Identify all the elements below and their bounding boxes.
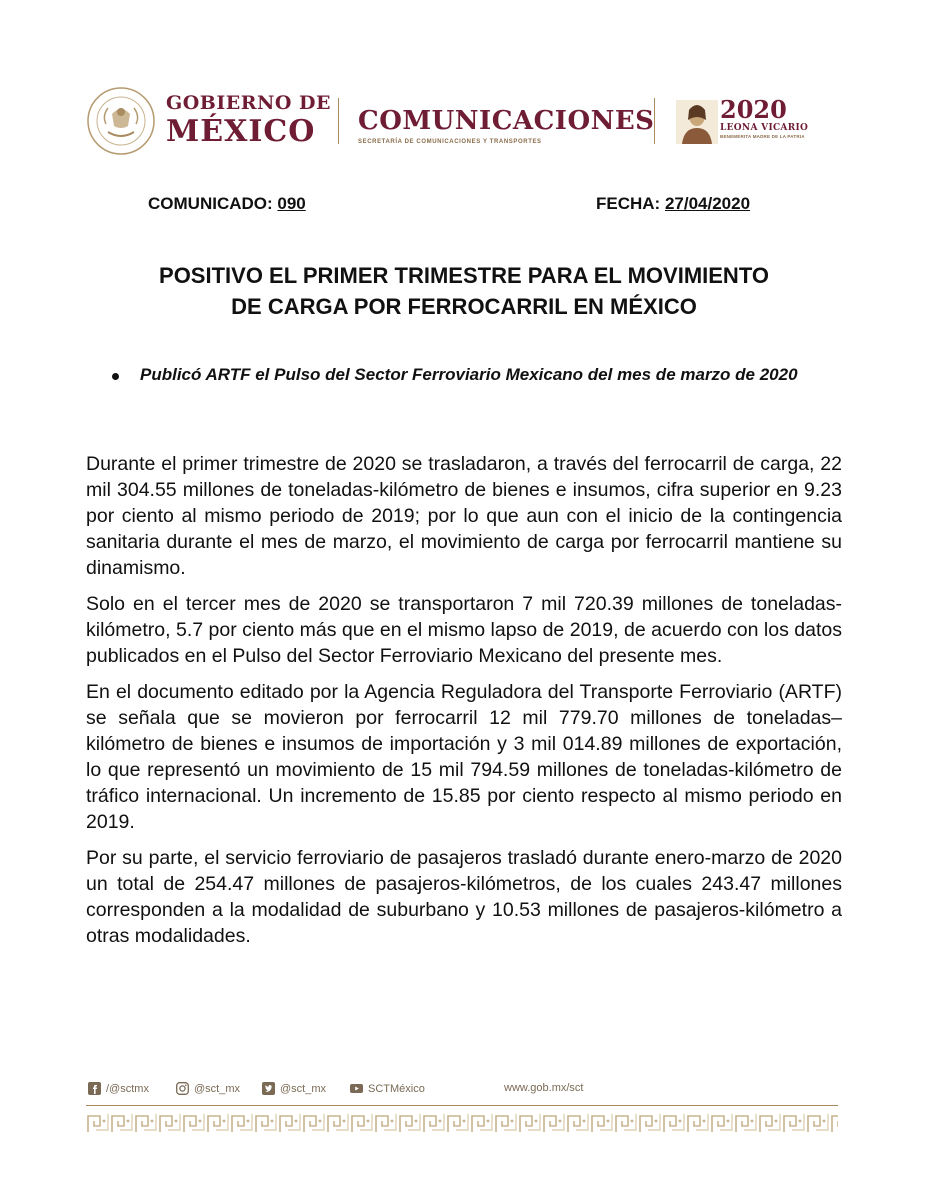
facebook-link[interactable]: [88, 1082, 149, 1095]
gobierno-de-mexico-logo: [166, 94, 331, 147]
comunicaciones-logo: [358, 106, 654, 145]
dept-title: COMUNICACIONES: [358, 106, 655, 136]
year-2020-logo: [720, 95, 809, 140]
instagram-icon: [176, 1082, 189, 1095]
footer-social: [86, 1080, 838, 1102]
national-seal-icon: [86, 86, 156, 156]
website-link[interactable]: [504, 1082, 583, 1094]
leona-vicario-portrait-icon: [676, 100, 718, 144]
youtube-icon: [350, 1082, 363, 1095]
comunicado-value: 090: [277, 194, 306, 213]
highlight-bullet: [112, 364, 842, 386]
honoree-sub: BENEMÉRITA MADRE DE LA PATRIA: [720, 134, 805, 139]
twitter-handle: @sct_mx: [280, 1082, 327, 1095]
paragraph: Solo en el tercer mes de 2020 se transportaron 7 mil 720.39 millones de toneladas-kilómetro, 5.7 por ciento más que en el mismo lapso de 2019, de acuerdo con los datos publicados en el Pulso del Sector Ferroviario Mexicano del presente mes.: [86, 593, 842, 667]
header-divider: [338, 98, 339, 144]
instagram-handle: @sct_mx: [194, 1082, 241, 1095]
paragraph: En el documento editado por la Agencia Reguladora del Transporte Ferroviario (ARTF) se señala que se movieron por ferrocarril 12 mil 779.70 millones de toneladas–kilómetro de bienes e insumos de importación y 3 mil 014.89 millones de exportación, lo que representó un movimiento de 15 mil 794.59 millones de toneladas-kilómetro de tráfico internacional. Un incremento de 15.85 por ciento respecto al mismo periodo en 2019.: [86, 681, 842, 833]
facebook-handle: /@sctmx: [106, 1082, 149, 1095]
footer-divider: [86, 1105, 838, 1106]
fecha-label: FECHA:: [596, 194, 661, 213]
gobierno-line2: MÉXICO: [166, 114, 316, 149]
youtube-link[interactable]: [350, 1082, 425, 1095]
gobierno-line1: GOBIERNO DE: [166, 92, 331, 114]
title-line2: DE CARGA POR FERROCARRIL EN MÉXICO: [231, 294, 697, 319]
bullet-text: Publicó ARTF el Pulso del Sector Ferroviario Mexicano del mes de marzo de 2020: [140, 365, 798, 384]
title-line1: POSITIVO EL PRIMER TRIMESTRE PARA EL MOVIMIENTO: [159, 263, 769, 288]
paragraph: Durante el primer trimestre de 2020 se trasladaron, a través del ferrocarril de carga, 22 mil 304.55 millones de toneladas-kilómetro de bienes e insumos, cifra superior en 9.23 por ciento al mismo periodo de 2019; por lo que aun con el inicio de la contingencia sanitaria durante el mes de marzo, el movimiento de carga por ferrocarril mantiene su dinamismo.: [86, 453, 842, 579]
honoree: LEONA VICARIO: [720, 123, 809, 133]
twitter-link[interactable]: [262, 1082, 326, 1095]
letterhead: [86, 86, 846, 156]
website-url: www.gob.mx/sct: [504, 1082, 584, 1094]
comunicado-number: [148, 194, 306, 214]
bullet-icon: [112, 373, 119, 380]
fecha-value: 27/04/2020: [664, 194, 751, 213]
instagram-link[interactable]: [176, 1082, 240, 1095]
header-divider: [654, 98, 655, 144]
fecha: [596, 194, 750, 214]
youtube-handle: SCTMéxico: [368, 1082, 425, 1095]
comunicado-label: COMUNICADO:: [148, 194, 273, 213]
press-release-title: [86, 260, 842, 322]
press-release-body: [86, 451, 842, 959]
paragraph: Por su parte, el servicio ferroviario de pasajeros trasladó durante enero-marzo de 2020 un total de 254.47 millones de pasajeros-kilómetros, de los cuales 243.47 millones corresponden a la modalidad de suburbano y 10.53 millones de pasajeros-kilómetro a otras modalidades.: [86, 847, 842, 947]
twitter-icon: [262, 1082, 275, 1095]
facebook-icon: [88, 1082, 101, 1095]
dept-subtitle: SECRETARÍA DE COMUNICACIONES Y TRANSPORTES: [358, 139, 542, 145]
decorative-pattern: [86, 1110, 838, 1136]
year: 2020: [720, 95, 787, 124]
